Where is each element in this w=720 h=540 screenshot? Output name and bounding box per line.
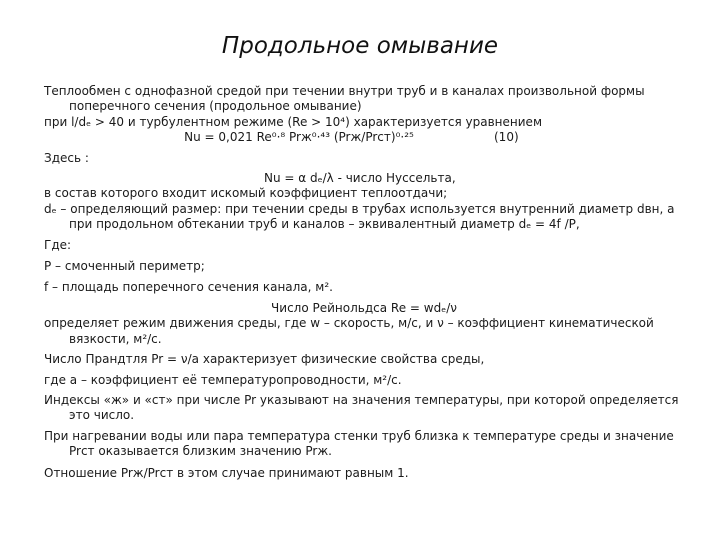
text-line-intro: Теплообмен с однофазной средой при течении внутри труб и в каналах произвольной формы поперечного сечения (продольное омывание) (44, 84, 645, 114)
text-line-diameter: dₑ – определяющий размер: при течении среды в трубах используется внутренний диаметр dвн, а при продольном обтекании труб и каналов – эквивалентный диаметр dₑ = 4f /P, (44, 201, 675, 232)
nusselt-definition: Nu = α dₑ/λ - число Нуссельта, (264, 171, 456, 186)
equation-row (44, 130, 684, 145)
text-line-coefficient: в состав которого входит искомый коэффициент теплоотдачи; (44, 186, 448, 201)
text-line-heating: При нагревании воды или пара температура стенки труб близка к температуре среды и значение Prст оказывается близким значению Prж. (44, 428, 674, 459)
slide-body (44, 84, 684, 481)
text-line-diffusivity: где a – коэффициент её температуропроводности, м²/с. (44, 372, 402, 387)
reynolds-definition: Число Рейнольдса Re = wdₑ/ν (271, 300, 457, 315)
text-line-where: Где: (44, 237, 72, 252)
text-line-area: f – площадь поперечного сечения канала, м². (44, 280, 333, 295)
text-line-here: Здесь : (44, 150, 89, 165)
prandtl-definition: Число Прандтля Pr = ν/a характеризует физические свойства среды, (44, 352, 485, 367)
text-line-flow-regime: определяет режим движения среды, где w – скорость, м/с, и ν – коэффициент кинематической вязкости, м²/с. (44, 316, 654, 346)
nusselt-equation: Nu = 0,021 Re⁰·⁸ Prж⁰·⁴³ (Prж/Prст)⁰·²⁵ (184, 130, 414, 145)
text-line-indices: Индексы «ж» и «ст» при числе Pr указывают на значения температуры, при которой определяется это число. (44, 392, 679, 423)
text-line-ratio: Отношение Prж/Prст в этом случае принимают равным 1. (44, 465, 409, 480)
text-line-condition: при l/dₑ > 40 и турбулентном режиме (Re > 10⁴) характеризуется уравнением (44, 114, 542, 129)
text-line-perimeter: P – смоченный периметр; (44, 259, 205, 274)
equation-number: (10) (494, 130, 519, 145)
slide-title: Продольное омывание (221, 33, 499, 59)
